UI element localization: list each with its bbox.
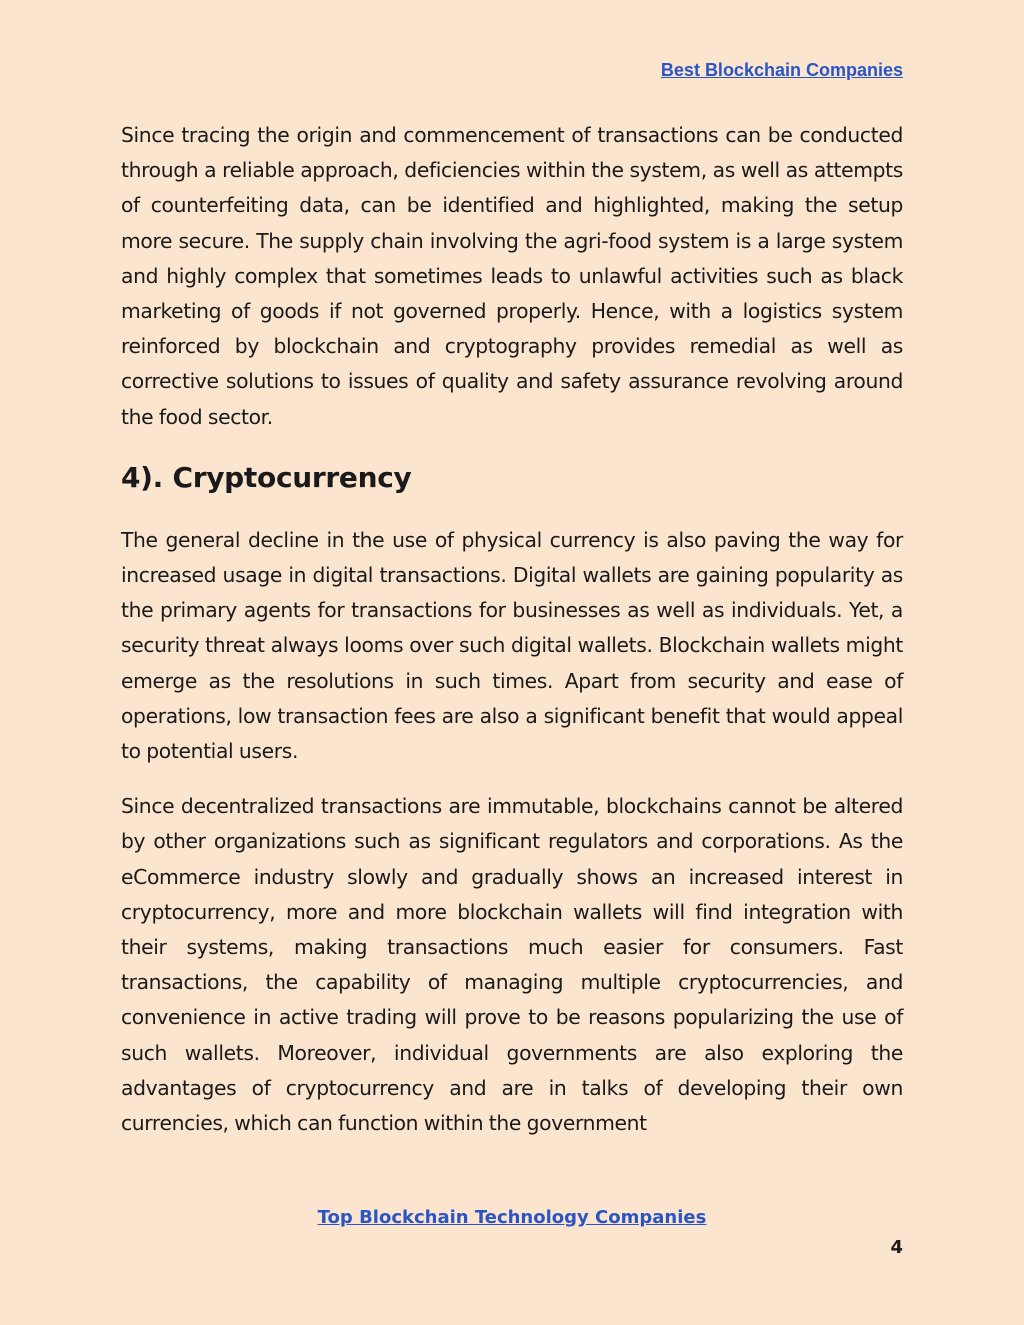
section-heading-cryptocurrency: 4). Cryptocurrency: [121, 460, 412, 494]
header-link-best-blockchain-companies[interactable]: Best Blockchain Companies: [660, 60, 903, 80]
paragraph-supply-chain: Since tracing the origin and commencement of transactions can be conducted through a reliable approach, deficiencies within the system, as well as attempts of counterfeiting data, can be identified and highlighted, making the setup more secure. The supply chain involving the agri-food system is a large system and highly complex that sometimes leads to unlawful activities such as black marketing of goods if not governed properly. Hence, with a logistics system reinforced by blockchain and cryptography provides remedial as well as corrective solutions to issues of quality and safety assurance revolving around the food sector.: [121, 123, 903, 429]
document-body: [121, 118, 903, 1141]
footer-link-wrapper: [0, 1207, 1024, 1228]
footer-link-top-blockchain-companies[interactable]: Top Blockchain Technology Companies: [317, 1207, 707, 1228]
paragraph-digital-wallets: The general decline in the use of physical currency is also paving the way for increased usage in digital transactions. Digital wallets are gaining popularity as the primary agents for transactions for businesses as well as individuals. Yet, a security threat always looms over such digital wallets. Blockchain wallets might emerge as the resolutions in such times. Apart from security and ease of operations, low transaction fees are also a significant benefit that would appeal to potential users.: [121, 527, 903, 764]
paragraph-decentralized-transactions: Since decentralized transactions are immutable, blockchains cannot be altered by other organizations such as significant regulators and corporations. As the eCommerce industry slowly and gradually shows an increased interest in cryptocurrency, more and more blockchain wallets will find integration with their systems, making transactions much easier for consumers. Fast transactions, the capability of managing multiple cryptocurrencies, and convenience in active trading will prove to be reasons popularizing the use of such wallets. Moreover, individual governments are also exploring the advantages of cryptocurrency and are in talks of developing their own currencies, which can function within the government: [121, 794, 903, 1136]
page-number: 4: [890, 1237, 903, 1258]
